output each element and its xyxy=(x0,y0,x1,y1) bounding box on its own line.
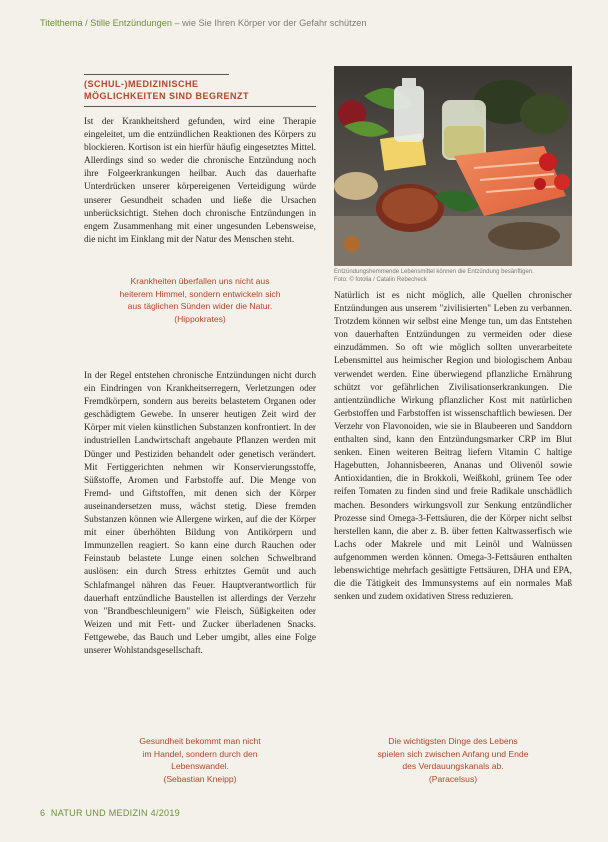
photo-credit: Foto: © fotolia / Catalin Rebecheck xyxy=(334,277,427,283)
food-illustration xyxy=(334,66,572,266)
quote-author: (Hippokrates) xyxy=(174,313,226,324)
quote-line: Lebenswandel. xyxy=(171,761,229,771)
quote-author: (Sebastian Kneipp) xyxy=(163,773,237,784)
pull-quote-kneipp xyxy=(84,735,316,785)
section-rule-top xyxy=(84,74,229,75)
section-rule-bottom xyxy=(84,106,316,107)
section-title-line2: MÖGLICHKEITEN SIND BEGRENZT xyxy=(84,91,250,101)
quote-line: Gesundheit bekommt man nicht xyxy=(139,736,261,746)
quote-line: Krankheiten überfallen uns nicht aus xyxy=(130,276,270,286)
page-footer xyxy=(40,808,180,818)
right-column xyxy=(334,290,572,604)
header-topic: Titelthema / Stille Entzündungen xyxy=(40,18,172,28)
caption-text: Entzündungshemmende Lebensmittel können die Entzündung besänftigen. xyxy=(334,269,534,275)
quote-line: spielen sich zwischen Anfang und Ende xyxy=(377,748,529,759)
quote-author: (Paracelsus) xyxy=(428,773,478,784)
left-column-top xyxy=(84,116,316,247)
quote-line: im Handel, sondern durch den xyxy=(142,748,258,759)
magazine-issue: NATUR UND MEDIZIN 4/2019 xyxy=(50,808,180,818)
paragraph: In der Regel entstehen chronische Entzündungen nicht durch ein Eindringen von Krankheitserregern, Verletzungen oder Fremdkörpern, sondern aus bereits belastetem Organen oder geschädigtem Gewebe. In unserer heutigen Zeit wird der Körper mit vielen künstlichen Substanzen konfrontiert. In der industriellen Landwirtschaft angebaute Pflanzen werden mit Dünger und Pestiziden behandelt oder genetisch verändert. Mit Fertiggerichten nehmen wir Konservierungsstoffe, Süßstoffe, Aromen und Farbstoffe auf. Die Menge von Fremd- und Giftstoffen, mit denen sich der Körper auseinandersetzen muss, wächst stetig. Diese fremden Substanzen können wie Allergene wirken, auf die der Körper mit einer überhöhten Bildung von Antikörpern und Immunzellen reagiert. So kann eine durch Rauchen oder Feinstaub belastete Lunge einen solchen Schwelbrand auslösen: ein durch Stress erhitztes Gemüt und auch Schlafmangel nähren das Feuer. Hauptverantwortlich für dauerhaft entzündliche Baustellen ist allerdings der Verzehr von "Brandbeschleunigern" wie Fleisch, Süßigkeiten oder Weizen und mit Fett- und Zucker überladenen Snacks. Fettgewebe, das Bauch und Leber umgibt, alles eine Folge unserer Wohlstandsgesellschaft. xyxy=(84,371,316,656)
left-column-bottom xyxy=(84,370,316,658)
photo-caption xyxy=(334,268,572,284)
quote-line: Die wichtigsten Dinge des Lebens xyxy=(388,736,518,746)
section-title-line1: (SCHUL-)MEDIZINISCHE xyxy=(84,79,199,89)
quote-line: aus täglichen Sünden wider die Natur. xyxy=(127,301,273,311)
paragraph: Ist der Krankheitsherd gefunden, wird eine Therapie eingeleitet, um die entzündlichen Reaktionen des Körpers zu blockieren. Kortison ist ein hierfür häufig eingesetztes Mittel. Allerdings sind so weder die chronische Entzündung noch ihre Folgeerkrankungen heilbar. Auch das dauerhafte Unterdrücken unserer körpereigenen Verteidigung würde unserer Gesundheit schaden und ließe die Ursachen unberücksichtigt. Stehen doch chronische Entzündungen in engem Zusammenhang mit einer ungesunden Lebensweise, die nicht im Einklang mit der Natur des Menschen steht. xyxy=(84,117,316,245)
running-header xyxy=(40,18,580,28)
pull-quote-paracelsus xyxy=(334,735,572,785)
page-number: 6 xyxy=(40,808,46,818)
header-subtitle: – wie Sie Ihren Körper vor der Gefahr schützen xyxy=(171,18,367,28)
quote-line: des Verdauungskanals ab. xyxy=(402,761,504,771)
food-photo xyxy=(334,66,572,266)
pull-quote-hippokrates xyxy=(84,275,316,325)
quote-line: heiterem Himmel, sondern entwickeln sich xyxy=(119,288,281,299)
section-title xyxy=(84,78,324,102)
paragraph: Natürlich ist es nicht möglich, alle Quellen chronischer Entzündungen aus unserem "zivilisierten" Leben zu verbannen. Trotzdem können wir selbst eine Menge tun, um das Entstehen von dauerhaften Entzündungen zu vermeiden oder diese einzudämmen. So oft wie möglich sollten unverarbeitete Lebensmittel aus heimischer Region und biologischem Anbau verwendet werden. Eine überwiegend pflanzliche Ernährung schützt vor gefährlichen Zivilisationserkrankungen. Die antientzündliche Wirkung pflanzlicher Kost mit natürlichen Gerbstoffen und Farbstoffen ist wissenschaftlich bewiesen. Der Verzehr von Flavonoiden, wie sie in Blaubeeren und Sanddorn enthalten sind, kann den Entzündungsmarker CRP im Blut senken. Einen weiteren Beitrag liefern Vitamin C haltige Hagebutten, Johannisbeeren, Ananas und Olivenöl sowie Antioxidantien, die in Brokkoli, Weißkohl, grünem Tee oder reifen Tomaten zu finden sind und freie Radikale unschädlich machen. Besonders wirkungsvoll zur Senkung entzündlicher Prozesse sind Omega-3-Fettsäuren, die der Körper nicht selbst herstellen kann, die aber z. B. über fetten Kaltwasserfisch wie Lachs oder Makrele und mit Leinöl und Walnüssen aufgenommen werden können. Omega-3-Fettsäuren enthalten lebenswichtige mehrfach gesättigte Fettsäuren, DHA und EPA, die die Tätigkeit des Immunsystems auf ein normales Maß senken und zudem oxidativen Stress reduzieren. xyxy=(334,291,572,603)
